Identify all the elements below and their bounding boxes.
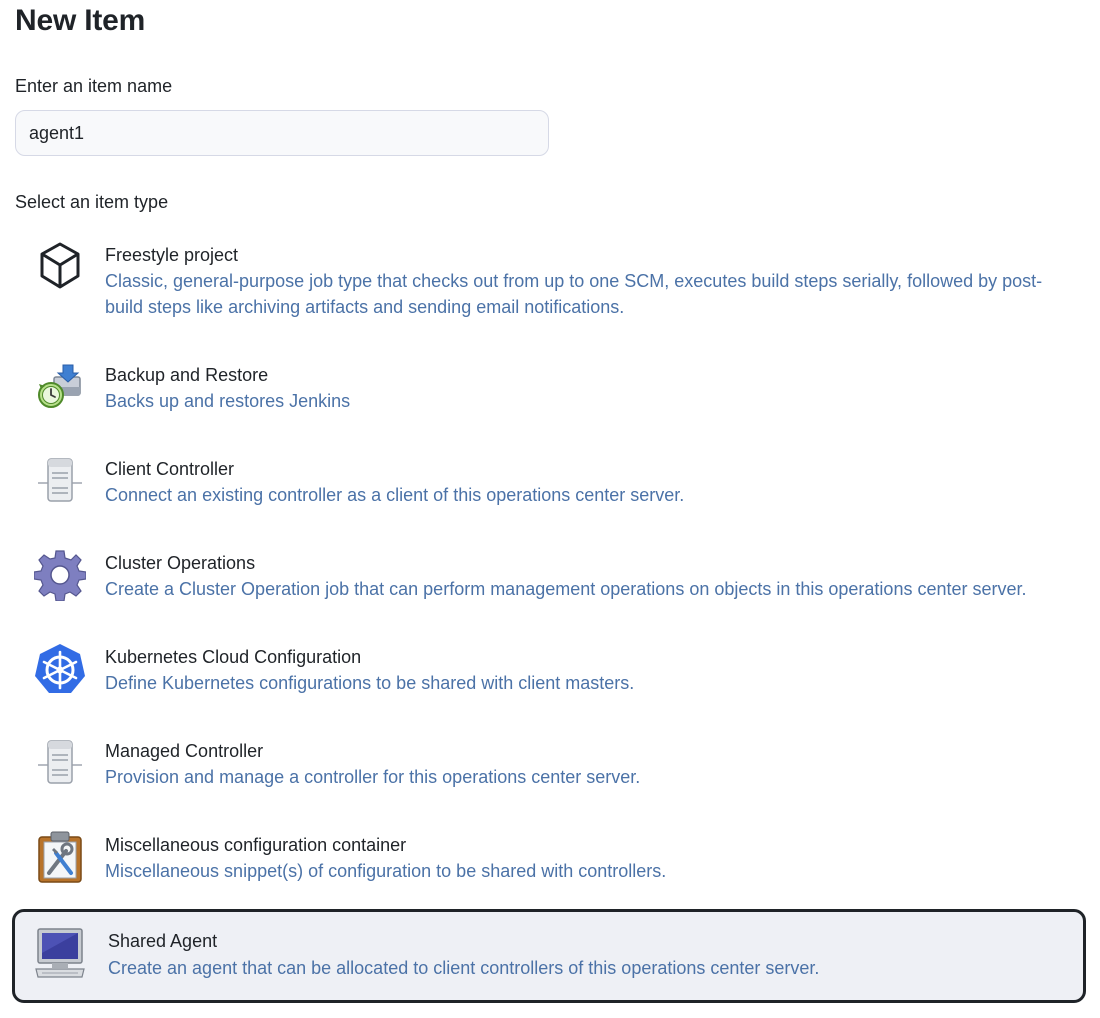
item-type-cluster-operations[interactable] xyxy=(12,543,1086,619)
clipboard-tools-icon xyxy=(34,831,86,883)
item-name-label: Enter an item name xyxy=(15,76,173,96)
item-title: Kubernetes Cloud Configuration xyxy=(105,647,362,667)
item-description: Provision and manage a controller for this operations center server. xyxy=(105,767,641,787)
item-title: Freestyle project xyxy=(105,245,239,265)
item-description: Connect an existing controller as a client of this operations center server. xyxy=(105,485,685,505)
item-description: Miscellaneous snippet(s) of configuration to be shared with controllers. xyxy=(105,861,667,881)
item-type-kubernetes-cloud-configuration[interactable] xyxy=(12,637,1086,713)
server-icon xyxy=(34,455,86,507)
item-title: Cluster Operations xyxy=(105,553,256,573)
kubernetes-icon xyxy=(34,643,86,695)
item-description: Backs up and restores Jenkins xyxy=(105,391,351,411)
item-title: Backup and Restore xyxy=(105,365,269,385)
item-name-input[interactable] xyxy=(15,110,549,156)
computer-icon xyxy=(34,927,86,979)
item-title: Client Controller xyxy=(105,459,235,479)
item-type-backup-and-restore[interactable] xyxy=(12,355,1086,431)
server-icon xyxy=(34,737,86,789)
item-description: Define Kubernetes configurations to be shared with client masters. xyxy=(105,673,635,693)
item-type-freestyle-project[interactable] xyxy=(12,234,1086,334)
gear-icon xyxy=(34,549,86,601)
item-description: Create an agent that can be allocated to client controllers of this operations center server. xyxy=(108,958,820,978)
backup-restore-icon xyxy=(34,361,86,413)
item-description: Classic, general-purpose job type that checks out from up to one SCM, executes build steps serially, followed by post-build steps like archiving artifacts and sending email notifications. xyxy=(105,271,1043,317)
item-title: Miscellaneous configuration container xyxy=(105,835,407,855)
cube-icon xyxy=(34,240,86,292)
page-title: New Item xyxy=(15,4,146,37)
item-title: Shared Agent xyxy=(108,931,218,951)
item-title: Managed Controller xyxy=(105,741,264,761)
item-type-managed-controller[interactable] xyxy=(12,731,1086,807)
item-type-client-controller[interactable] xyxy=(12,449,1086,525)
item-type-shared-agent[interactable] xyxy=(12,909,1086,1003)
item-type-miscellaneous-configuration-container[interactable] xyxy=(12,825,1086,901)
item-type-label: Select an item type xyxy=(15,192,169,212)
item-description: Create a Cluster Operation job that can perform management operations on objects in this operations center server. xyxy=(105,579,1027,599)
